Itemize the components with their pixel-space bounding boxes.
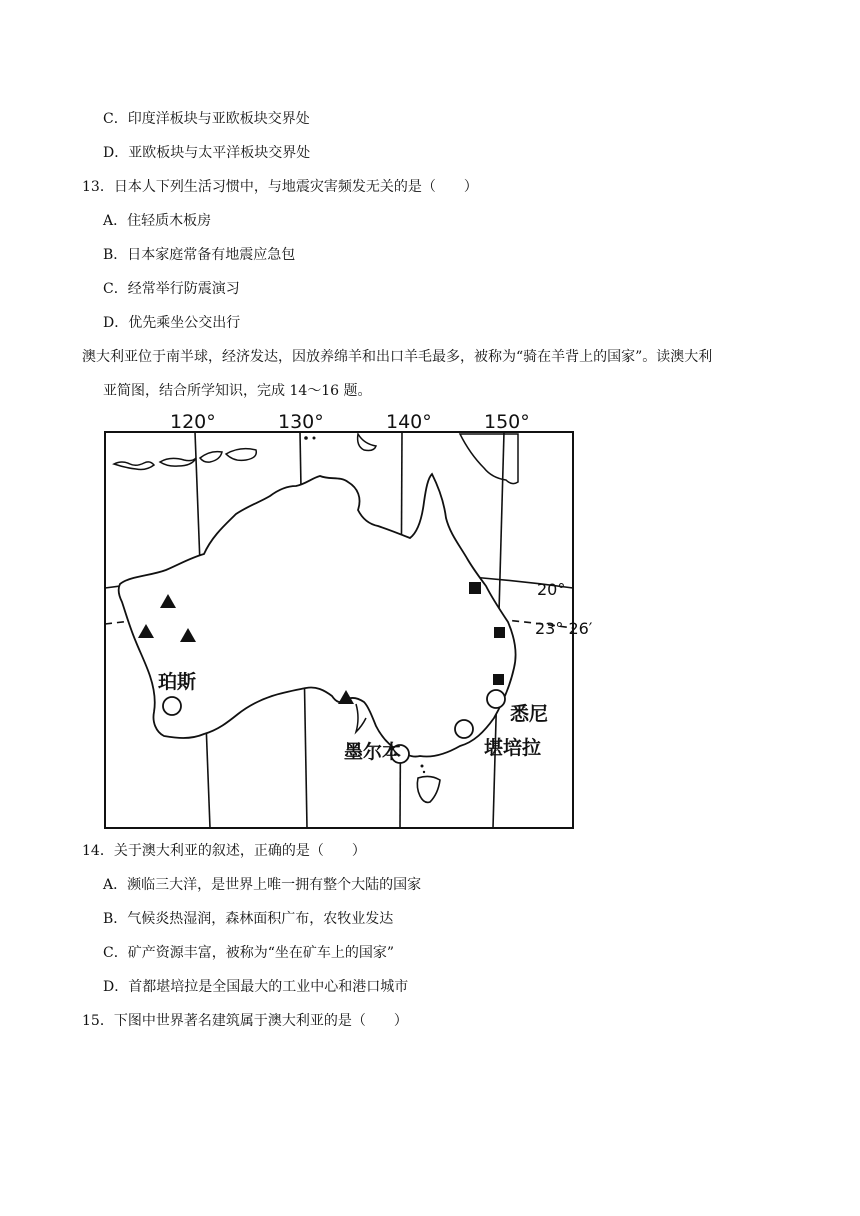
label-perth: 珀斯	[158, 671, 197, 693]
intro-line-2: 亚简图，结合所学知识，完成 14～16 题。	[103, 383, 372, 399]
q12-option-d: D．亚欧板块与太平洋板块交界处	[103, 145, 311, 161]
city-perth-marker	[163, 697, 181, 715]
industry-symbol-3	[493, 674, 504, 685]
label-canberra: 堪培拉	[484, 737, 542, 759]
q14-option-d: D．首都堪培拉是全国最大的工业中心和港口城市	[103, 979, 409, 995]
q14-option-b: B．气候炎热湿润，森林面积广布，农牧业发达	[103, 911, 394, 927]
label-sydney: 悉尼	[510, 703, 549, 725]
city-sydney-marker	[487, 690, 505, 708]
label-melbourne: 墨尔本	[344, 741, 402, 763]
lon-label-120: 120°	[170, 411, 216, 433]
q14-stem: 14．关于澳大利亚的叙述，正确的是（ ）	[82, 843, 366, 859]
lon-label-140: 140°	[386, 411, 432, 433]
lat-label-20: 20°	[537, 580, 566, 599]
q13-option-d: D．优先乘坐公交出行	[103, 315, 241, 331]
q13-stem: 13．日本人下列生活习惯中，与地震灾害频发无关的是（ ）	[82, 179, 478, 195]
intro-line-1: 澳大利亚位于南半球，经济发达，因放养绵羊和出口羊毛最多，被称为“骑在羊背上的国家”。读澳大利	[82, 349, 713, 365]
q14-option-c: C．矿产资源丰富，被称为“坐在矿车上的国家”	[103, 945, 395, 961]
city-canberra-marker	[455, 720, 473, 738]
lat-label-tropic: 23° 26′	[535, 619, 593, 638]
q13-option-a: A．住轻质木板房	[103, 213, 212, 229]
q13-option-b: B．日本家庭常备有地震应急包	[103, 247, 296, 263]
q13-option-c: C．经常举行防震演习	[103, 281, 240, 297]
industry-symbol-2	[494, 627, 505, 638]
lon-label-150: 150°	[484, 411, 530, 433]
q14-option-a: A．濒临三大洋，是世界上唯一拥有整个大陆的国家	[103, 877, 422, 893]
industry-symbol-1	[469, 582, 481, 594]
q15-stem: 15．下图中世界著名建筑属于澳大利亚的是（ ）	[82, 1013, 408, 1029]
lon-label-130: 130°	[278, 411, 324, 433]
australia-map	[100, 406, 593, 830]
q12-option-c: C．印度洋板块与亚欧板块交界处	[103, 111, 310, 127]
